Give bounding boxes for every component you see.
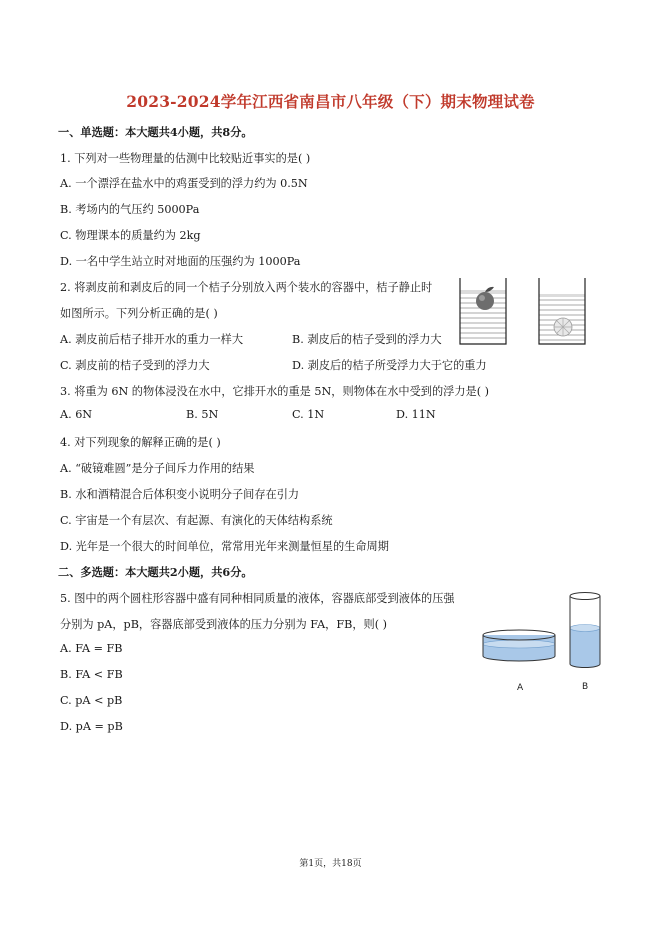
question-2-option-c: C. 剥皮前的桔子受到的浮力大 [60,359,210,372]
question-2-stem-line2: 如图所示。下列分析正确的是( ) [60,307,218,320]
question-1-option-b: B. 考场内的气压约 5000Pa [60,203,200,216]
question-5-stem-line1: 5. 图中的两个圆柱形容器中盛有同种相同质量的液体，容器底部受到液体的压强 [60,592,455,605]
container-a-label: A [517,683,524,693]
question-2-option-b: B. 剥皮后的桔子受到的浮力大 [292,333,442,346]
question-3-option-a: A. 6N [60,408,93,421]
question-3-option-d: D. 11N [396,408,436,421]
question-3-option-c: C. 1N [292,408,325,421]
question-4-option-c: C. 宇宙是一个有层次、有起源、有演化的天体结构系统 [60,514,333,527]
question-4-option-b: B. 水和酒精混合后体积变小说明分子间存在引力 [60,488,300,501]
question-5-option-b: B. FA < FB [60,668,123,681]
question-1-stem: 1. 下列对一些物理量的估测中比较贴近事实的是( ) [60,152,311,165]
question-3-stem: 3. 将重为 6N 的物体浸没在水中，它排开水的重是 5N，则物体在水中受到的浮力是( ) [60,385,489,398]
orange-beakers-figure [455,274,605,354]
question-1-option-d: D. 一名中学生站立时对地面的压强约为 1000Pa [60,255,301,268]
question-1-option-a: A. 一个漂浮在盐水中的鸡蛋受到的浮力约为 0.5N [60,177,308,190]
question-2-option-a: A. 剥皮前后桔子排开水的重力一样大 [60,333,244,346]
beaker-unpeeled [460,278,506,344]
question-5-option-d: D. pA = pB [60,720,123,733]
beaker-peeled [539,278,585,344]
container-b [570,593,600,668]
page-title: 2023-2024学年江西省南昌市八年级（下）期末物理试卷 [126,92,535,111]
question-5-option-c: C. pA < pB [60,694,123,707]
container-a [483,630,555,661]
section-multiple-choice: 二、多选题：本大题共2小题，共6分。 [58,565,253,579]
question-5-option-a: A. FA = FB [60,642,123,655]
page-footer: 第1页，共18页 [299,859,362,869]
question-1-option-c: C. 物理课本的质量约为 2kg [60,229,201,242]
question-3-option-b: B. 5N [186,408,219,421]
question-2-stem-line1: 2. 将剥皮前和剥皮后的同一个桔子分别放入两个装水的容器中，桔子静止时 [60,281,433,294]
question-2-option-d: D. 剥皮后的桔子所受浮力大于它的重力 [292,359,487,372]
question-4-stem: 4. 对下列现象的解释正确的是( ) [60,436,221,449]
section-single-choice: 一、单选题：本大题共4小题，共8分。 [58,125,253,139]
container-b-label: B [582,682,589,692]
question-4-option-d: D. 光年是一个很大的时间单位，常常用光年来测量恒星的生命周期 [60,540,389,553]
containers-figure [475,588,610,696]
question-4-option-a: A. “破镜难圆”是分子间斥力作用的结果 [60,462,255,475]
question-5-stem-line2: 分别为 pA，pB，容器底部受到液体的压力分别为 FA，FB，则( ) [60,618,387,631]
